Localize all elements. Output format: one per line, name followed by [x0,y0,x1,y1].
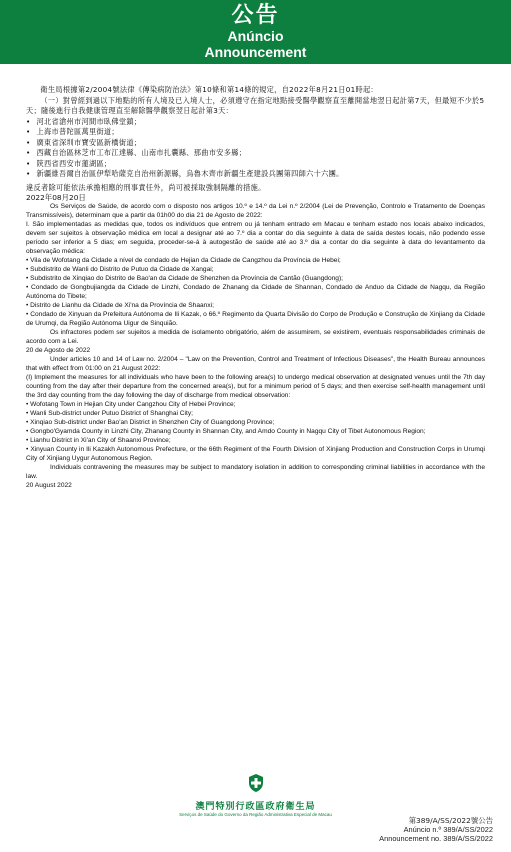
zh-list-item: • 西藏自治區林芝市工布江達縣、山南市扎囊縣、那曲市安多縣； [26,148,485,159]
title-pt: Anúncio [227,28,284,44]
pt-list-item: • Condado de Gongbujiangda da Cidade de Linzhi, Condado de Zhanang da Cidade de Shannan, Condado de Anduo da Cidade de Nagqu, da Região Autónoma do Tibete; [26,283,485,301]
health-bureau-emblem-icon [247,773,265,798]
announcement-body [0,64,511,490]
title-en: Announcement [204,44,307,60]
zh-list-item: • 陝西省西安市蓮湖區； [26,159,485,170]
org-name-pt: Serviços de Saúde do Governo da Região Administrativa Especial de Macau [179,812,332,817]
en-list-item: • Lianhu District in Xi'an City of Shaanxi Province; [26,436,485,445]
pt-date: 20 de Agosto de 2022 [26,347,91,354]
ref-zh: 第389/A/SS/2022號公告 [408,816,493,825]
health-bureau-logo [0,773,511,817]
en-list-item: • Xinyuan County in Ili Kazakh Autonomous Prefecture, or the 66th Regiment of the Fourth Division of Xinjiang Production and Construction Corps in Urumqi City of Xinjiang Uygur Autonomous Region. [26,445,485,463]
ref-en: Announcement no. 389/A/SS/2022 [379,834,493,844]
en-intro: Under articles 10 and 14 of Law no. 2/2004 – "Law on the Prevention, Control and Treatment of Infectious Diseases", the Health Bureau announces that with effect from 01:00 on 21 August 2022: [26,356,485,372]
en-list-item: • Wanli Sub-district under Putuo District of Shanghai City; [26,409,485,418]
en-list-item: • Xinqiao Sub-district under Bao'an District in Shenzhen City of Guangdong Province; [26,418,485,427]
pt-intro: Os Serviços de Saúde, de acordo com o disposto nos artigos 10.º e 14.º da Lei n.º 2/2004 (Lei de Prevenção, Controlo e Tratamento de Doenças Transmissíveis), determinam que a partir da 01h00 do dia 21 de Agosto de 2022: [26,203,485,219]
en-warning: Individuals contravening the measures may be subject to mandatory isolation in addition to corresponding criminal liabilities in accordance with the law. [26,464,485,480]
zh-list-item: • 廣東省深圳市寶安區新橋街道； [26,138,485,149]
announcement-header [0,0,511,64]
portuguese-section [26,202,485,355]
zh-list-item: • 上海市普陀區萬里街道； [26,127,485,138]
pt-list-item: • Subdistrito de Xinqiao do Distrito de Bao'an da Cidade de Shenzhen da Província de Cantão (Guangdong); [26,274,485,283]
zh-date: 2022年08月20日 [26,193,86,202]
en-date: 20 August 2022 [26,482,72,489]
zh-warning: 違反者除可能依法承擔相應的刑事責任外，尚可被採取強制隔離的措施。 [26,182,266,192]
zh-list-item: • 河北省滄州市河間市臥佛堂鎮； [26,117,485,128]
pt-list-item: • Subdistrito de Wanli do Distrito de Putuo da Cidade de Xangai; [26,265,485,274]
org-name-zh: 澳門特別行政區政府衛生局 [195,802,316,812]
en-measure: (I) Implement the measures for all individuals who have been to the following area(s) to undergo medical observation at designated venues until the 7th day counting from the day after their departure from the concerned area(s), but for a minimum period of 5 days; and then exercise self-health management until the 3rd day counting from the day following the day of discharge from medical observation: [26,374,485,399]
chinese-section [26,85,485,202]
pt-warning: Os infractores podem ser sujeitos a medida de isolamento obrigatório, além de assumirem, se existirem, eventuais responsabilidades criminais de acordo com a Lei. [26,329,485,345]
pt-list-item: • Condado de Xinyuan da Prefeitura Autónoma de Ili Kazak, o 66.º Regimento da Quarta Divisão do Corpo de Produção e Construção de Xinjiang da Cidade de Urumqi, da Região Autónoma Uigur de Sinquião. [26,310,485,328]
en-list-item: • Wofotang Town in Hejian City under Cangzhou City of Hebei Province; [26,400,485,409]
english-section [26,355,485,490]
pt-list-item: • Vila de Wofotang da Cidade a nível de condado de Hejian da Cidade de Cangzhou da Província de Hebei; [26,256,485,265]
reference-numbers [379,816,493,844]
zh-list-item: • 新疆維吾爾自治區伊犁哈薩克自治州新源縣，烏魯木齊市新疆生產建設兵團第四師六十六團。 [26,169,485,180]
pt-list-item: • Distrito de Lianhu da Cidade de Xi'na da Província de Shaanxi; [26,301,485,310]
en-list-item: • Gongbo'Gyamda County in Linzhi City, Zhanang County in Shannan City, and Amdo County in Nagqu City of Tibet Autonomous Region; [26,427,485,436]
zh-intro: 衛生局根據第2/2004號法律《傳染病防治法》第10條和第14條的規定，自2022年8月21日01時起： [40,85,378,94]
ref-pt: Anúncio n.º 389/A/SS/2022 [403,825,493,835]
zh-measure: （一）對曾經到過以下地點的所有人境及已入境人士，必須遵守在指定地點接受醫學觀察直至離開當地翌日起計第7天，但最短不少於5天；隨後進行自我健康管理直至解除醫學觀察翌日起計第3天： [26,95,485,115]
title-zh: 公告 [231,3,280,28]
pt-measure: I. São implementadas as medidas que, todos os indivíduos que entrem ou já tenham entrado em Macau e tenham estado nos locais abaixo indicados, devem ser sujeitos à observação médica em local a designar até ao 7.º dia a contar do dia seguinte à data de saída destes locais, não podendo esse período ser inferior a 5 dias; em seguida, proceder-se-á à autogestão de saúde até ao 3.º dia a contar do dia seguinte à data do levantamento da observação médica: [26,221,485,255]
